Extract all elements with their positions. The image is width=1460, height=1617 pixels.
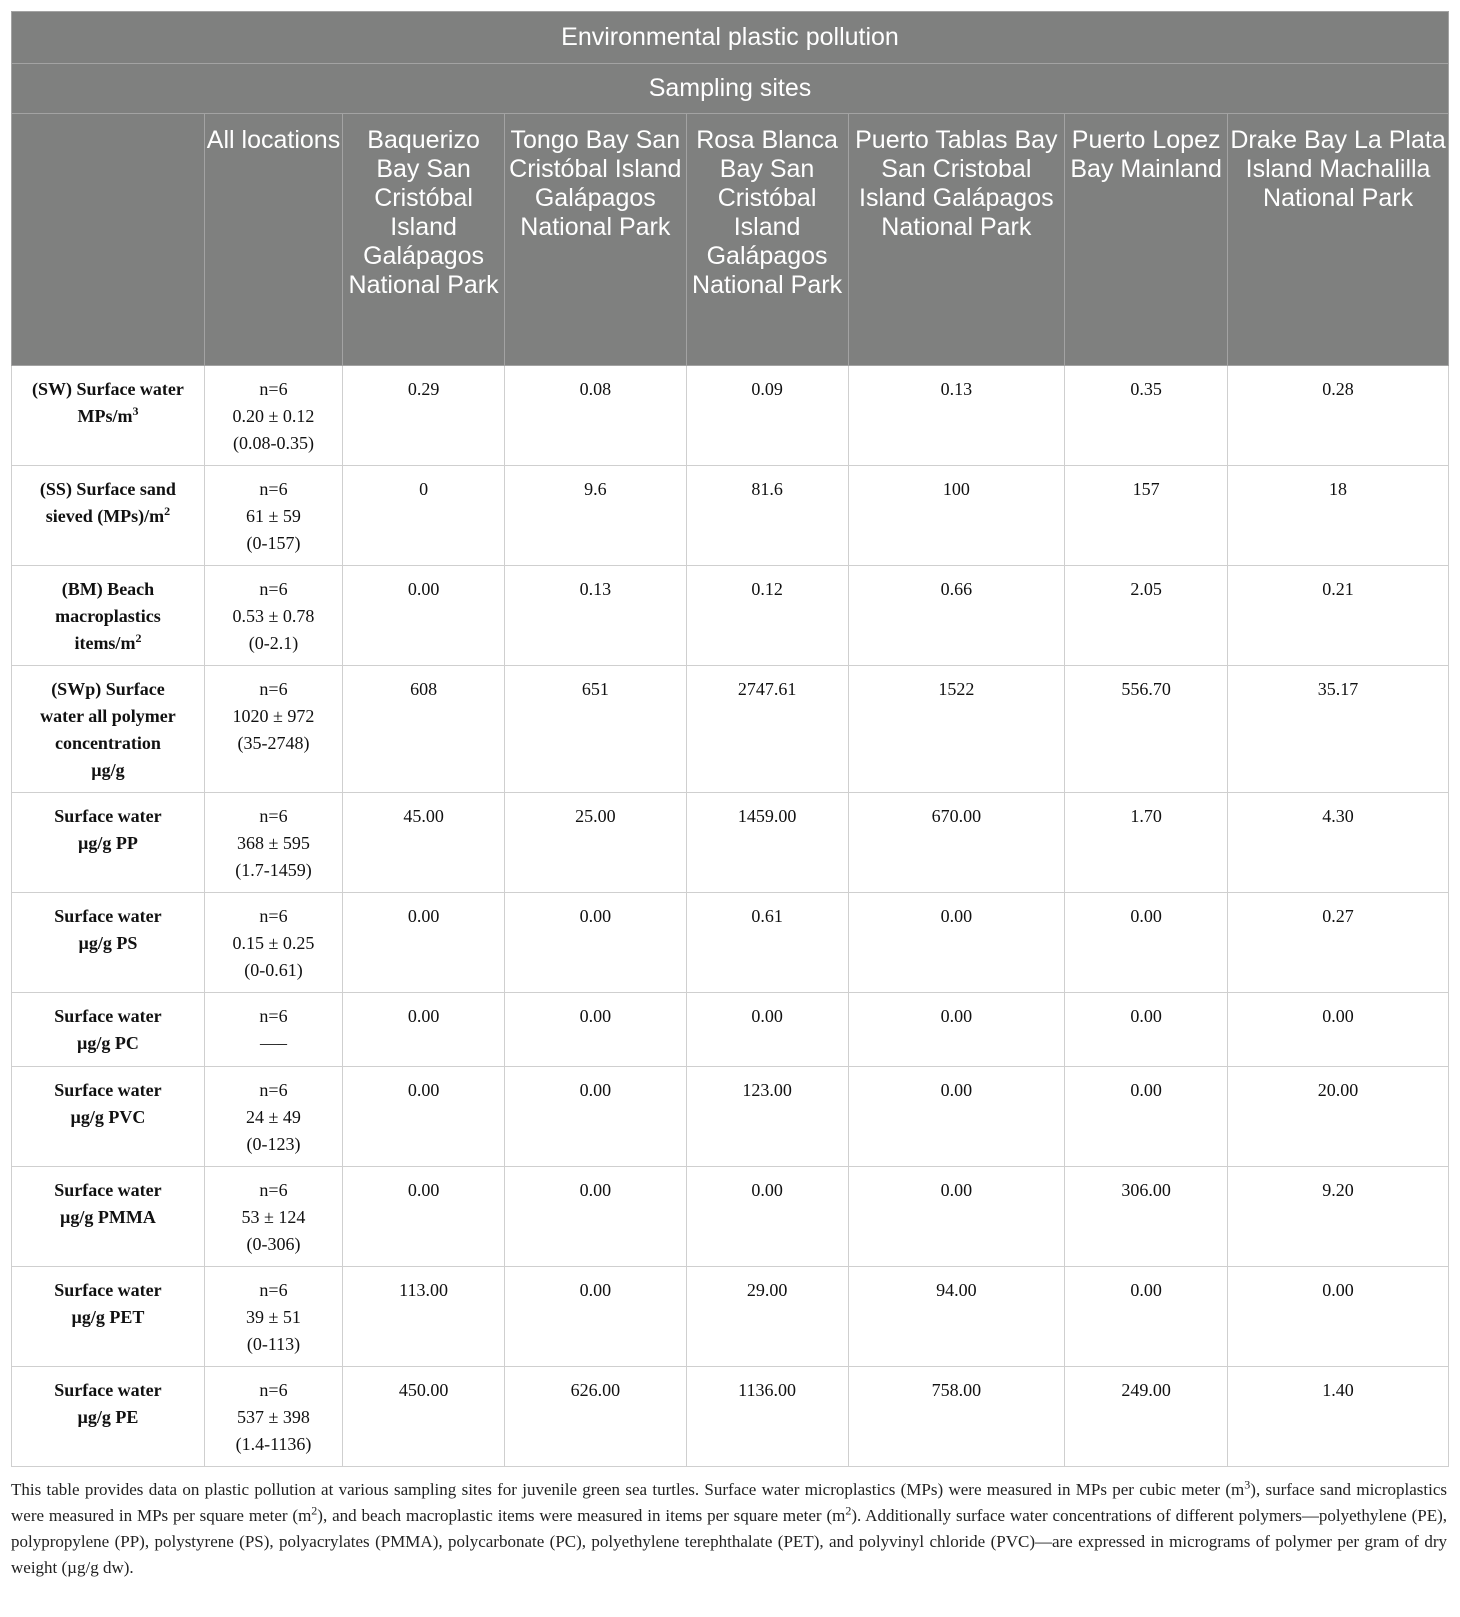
table-row xyxy=(12,1367,1449,1467)
table-subtitle: Sampling sites xyxy=(12,64,1449,114)
table-row xyxy=(12,793,1449,893)
site-value-cell: 25.00 xyxy=(505,793,687,893)
all-locations-cell: n=6 —– xyxy=(204,993,342,1067)
column-header: Puerto Tablas Bay San Cristobal Island Galápagos National Park xyxy=(848,114,1065,366)
site-value-cell: 100 xyxy=(848,466,1065,566)
site-value-cell: 0.00 xyxy=(848,1167,1065,1267)
all-locations-cell: n=6 61 ± 59 (0-157) xyxy=(204,466,342,566)
column-header: Drake Bay La Plata Island Machalilla National Park xyxy=(1228,114,1449,366)
column-header: Tongo Bay San Cristóbal Island Galápagos National Park xyxy=(505,114,687,366)
site-value-cell: 1.70 xyxy=(1065,793,1228,893)
site-value-cell: 0.21 xyxy=(1228,566,1449,666)
site-value-cell: 81.6 xyxy=(686,466,848,566)
column-header: Puerto Lopez Bay Mainland xyxy=(1065,114,1228,366)
site-value-cell: 123.00 xyxy=(686,1067,848,1167)
site-value-cell: 0.00 xyxy=(505,1267,687,1367)
site-value-cell: 0.00 xyxy=(1065,993,1228,1067)
site-value-cell: 2747.61 xyxy=(686,666,848,793)
table-row xyxy=(12,1067,1449,1167)
all-locations-cell: n=6 368 ± 595 (1.7-1459) xyxy=(204,793,342,893)
site-value-cell: 651 xyxy=(505,666,687,793)
table-title: Environmental plastic pollution xyxy=(12,12,1449,64)
site-value-cell: 0.35 xyxy=(1065,366,1228,466)
site-value-cell: 0.00 xyxy=(343,1067,505,1167)
site-value-cell: 0.00 xyxy=(1065,1267,1228,1367)
site-value-cell: 0.29 xyxy=(343,366,505,466)
row-label: Surface water µg/g PET xyxy=(12,1267,205,1367)
site-value-cell: 0.12 xyxy=(686,566,848,666)
site-value-cell: 556.70 xyxy=(1065,666,1228,793)
column-header: Baquerizo Bay San Cristóbal Island Galápagos National Park xyxy=(343,114,505,366)
site-value-cell: 1522 xyxy=(848,666,1065,793)
site-value-cell: 0.00 xyxy=(1228,1267,1449,1367)
row-label: Surface water µg/g PE xyxy=(12,1367,205,1467)
site-value-cell: 0.00 xyxy=(1065,1067,1228,1167)
site-value-cell: 0.08 xyxy=(505,366,687,466)
site-value-cell: 0.00 xyxy=(686,993,848,1067)
site-value-cell: 0.00 xyxy=(848,993,1065,1067)
table-row xyxy=(12,893,1449,993)
site-value-cell: 0.00 xyxy=(343,993,505,1067)
table-row xyxy=(12,993,1449,1067)
row-label: Surface water µg/g PMMA xyxy=(12,1167,205,1267)
site-value-cell: 35.17 xyxy=(1228,666,1449,793)
table-row xyxy=(12,1267,1449,1367)
all-locations-cell: n=6 39 ± 51 (0-113) xyxy=(204,1267,342,1367)
site-value-cell: 1459.00 xyxy=(686,793,848,893)
table-row xyxy=(12,566,1449,666)
site-value-cell: 0.61 xyxy=(686,893,848,993)
row-label: Surface water µg/g PS xyxy=(12,893,205,993)
site-value-cell: 18 xyxy=(1228,466,1449,566)
all-locations-cell: n=6 0.20 ± 0.12 (0.08-0.35) xyxy=(204,366,342,466)
site-value-cell: 20.00 xyxy=(1228,1067,1449,1167)
site-value-cell: 0.00 xyxy=(343,566,505,666)
row-label: (SWp) Surface water all polymer concentration µg/g xyxy=(12,666,205,793)
site-value-cell: 1.40 xyxy=(1228,1367,1449,1467)
all-locations-cell: n=6 0.15 ± 0.25 (0-0.61) xyxy=(204,893,342,993)
all-locations-cell: n=6 1020 ± 972 (35-2748) xyxy=(204,666,342,793)
site-value-cell: 306.00 xyxy=(1065,1167,1228,1267)
site-value-cell: 626.00 xyxy=(505,1367,687,1467)
site-value-cell: 1136.00 xyxy=(686,1367,848,1467)
row-label: Surface water µg/g PVC xyxy=(12,1067,205,1167)
all-locations-cell: n=6 24 ± 49 (0-123) xyxy=(204,1067,342,1167)
site-value-cell: 0 xyxy=(343,466,505,566)
site-value-cell: 0.00 xyxy=(1065,893,1228,993)
table-row xyxy=(12,666,1449,793)
table-row xyxy=(12,366,1449,466)
all-locations-cell: n=6 537 ± 398 (1.4-1136) xyxy=(204,1367,342,1467)
site-value-cell: 0.00 xyxy=(343,1167,505,1267)
column-header xyxy=(12,114,205,366)
site-value-cell: 9.20 xyxy=(1228,1167,1449,1267)
column-header: All locations xyxy=(204,114,342,366)
site-value-cell: 2.05 xyxy=(1065,566,1228,666)
table-body xyxy=(12,366,1449,1467)
site-value-cell: 0.00 xyxy=(848,893,1065,993)
site-value-cell: 113.00 xyxy=(343,1267,505,1367)
site-value-cell: 9.6 xyxy=(505,466,687,566)
column-header: Rosa Blanca Bay San Cristóbal Island Galápagos National Park xyxy=(686,114,848,366)
site-value-cell: 94.00 xyxy=(848,1267,1065,1367)
row-label: Surface water µg/g PC xyxy=(12,993,205,1067)
site-value-cell: 450.00 xyxy=(343,1367,505,1467)
site-value-cell: 0.00 xyxy=(505,893,687,993)
site-value-cell: 608 xyxy=(343,666,505,793)
site-value-cell: 0.28 xyxy=(1228,366,1449,466)
site-value-cell: 0.13 xyxy=(848,366,1065,466)
row-label: (BM) Beach macroplastics items/$m^2$ xyxy=(12,566,205,666)
site-value-cell: 0.66 xyxy=(848,566,1065,666)
all-locations-cell: n=6 0.53 ± 0.78 (0-2.1) xyxy=(204,566,342,666)
table-container xyxy=(11,11,1449,1581)
row-label: (SS) Surface sand sieved $(MPs)/m^2$ xyxy=(12,466,205,566)
table-row xyxy=(12,1167,1449,1267)
site-value-cell: 4.30 xyxy=(1228,793,1449,893)
site-value-cell: 0.00 xyxy=(848,1067,1065,1167)
site-value-cell: 157 xyxy=(1065,466,1228,566)
site-value-cell: 29.00 xyxy=(686,1267,848,1367)
site-value-cell: 0.00 xyxy=(505,1167,687,1267)
all-locations-cell: n=6 53 ± 124 (0-306) xyxy=(204,1167,342,1267)
site-value-cell: 0.13 xyxy=(505,566,687,666)
site-value-cell: 0.27 xyxy=(1228,893,1449,993)
row-label: (SW) Surface water MPs/$m^3$ xyxy=(12,366,205,466)
site-value-cell: 0.00 xyxy=(505,1067,687,1167)
table-row xyxy=(12,466,1449,566)
site-value-cell: 0.00 xyxy=(343,893,505,993)
table-footnote: This table provides data on plastic pollution at various sampling sites for juvenile green sea turtles. Surface water microplastics (MPs) were measured in MPs per cubic meter $(m^3)$, surface sand microplastics were measured in MPs per square meter $(m^2)$, and beach macroplastic items were measured in items per square meter $(m^2)$. Additionally surface water concentrations of different polymers—polyethylene (PE), polypropylene (PP), polystyrene (PS), polyacrylates (PMMA), polycarbonate (PC), polyethylene terephthalate (PET), and polyvinyl chloride (PVC)—are expressed in micrograms of polymer per gram of dry weight (µg/g dw). xyxy=(11,1477,1447,1577)
row-label: Surface water µg/g PP xyxy=(12,793,205,893)
pollution-table xyxy=(11,11,1449,1467)
site-value-cell: 670.00 xyxy=(848,793,1065,893)
site-value-cell: 0.00 xyxy=(505,993,687,1067)
site-value-cell: 45.00 xyxy=(343,793,505,893)
site-value-cell: 758.00 xyxy=(848,1367,1065,1467)
site-value-cell: 249.00 xyxy=(1065,1367,1228,1467)
site-value-cell: 0.00 xyxy=(1228,993,1449,1067)
site-value-cell: 0.09 xyxy=(686,366,848,466)
site-value-cell: 0.00 xyxy=(686,1167,848,1267)
